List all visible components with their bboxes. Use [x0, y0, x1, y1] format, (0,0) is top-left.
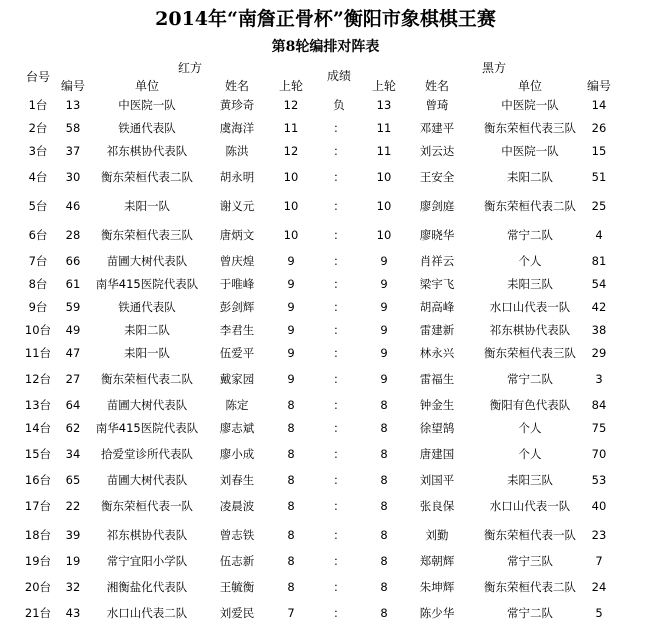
table-row	[0, 520, 651, 549]
red-name-cell: 廖志斌	[219, 420, 255, 435]
red-points-cell: 9	[287, 322, 295, 337]
black-name-cell: 廖剑庭	[419, 198, 455, 213]
black-points-cell: 10	[376, 198, 392, 213]
black-name-cell: 钟金生	[419, 397, 455, 412]
black-num-cell: 14	[591, 97, 607, 112]
red-name-cell: 陈洪	[225, 143, 249, 158]
header-prev-round: 上轮	[278, 79, 303, 93]
red-num-cell: 19	[65, 553, 81, 568]
black-name-cell: 陈少华	[419, 605, 455, 620]
page-subtitle: 第8轮编排对阵表	[271, 39, 380, 55]
red-unit-cell: 南华415医院代表队	[95, 420, 199, 435]
board-cell: 15台	[24, 446, 52, 461]
header-red-side: 红方	[177, 61, 202, 75]
red-num-cell: 46	[65, 198, 81, 213]
board-cell: 12台	[24, 371, 52, 386]
red-name-cell: 刘春生	[219, 472, 255, 487]
result-cell: ：	[333, 397, 345, 412]
red-name-cell: 伍爱平	[219, 345, 255, 360]
header-num-2: 编号	[586, 79, 611, 93]
red-points-cell: 7	[287, 605, 295, 620]
result-cell: ：	[333, 472, 345, 487]
result-cell: ：	[333, 345, 345, 360]
table-row	[0, 318, 651, 341]
red-unit-cell: 中医院一队	[118, 97, 176, 112]
black-points-cell: 8	[380, 579, 388, 594]
black-name-cell: 刘勤	[425, 527, 449, 542]
board-cell: 9台	[28, 299, 48, 314]
table-row	[0, 549, 651, 572]
board-cell: 16台	[24, 472, 52, 487]
black-name-cell: 张良保	[419, 498, 455, 513]
red-name-cell: 唐炳文	[219, 227, 255, 242]
result-cell: ：	[333, 299, 345, 314]
red-points-cell: 9	[287, 253, 295, 268]
board-cell: 11台	[24, 345, 52, 360]
black-unit-cell: 衡东荣桓代表三队	[484, 120, 576, 135]
black-name-cell: 邓建平	[419, 120, 455, 135]
black-name-cell: 刘国平	[419, 472, 455, 487]
header-unit-2: 单位	[517, 79, 542, 93]
black-num-cell: 53	[591, 472, 607, 487]
red-points-cell: 9	[287, 276, 295, 291]
red-unit-cell: 拾爱堂诊所代表队	[101, 446, 193, 461]
table-row	[0, 572, 651, 601]
result-cell: ：	[333, 420, 345, 435]
board-cell: 10台	[24, 322, 52, 337]
result-cell: ：	[333, 553, 345, 568]
red-unit-cell: 衡东荣桓代表三队	[101, 227, 193, 242]
black-name-cell: 廖晓华	[419, 227, 455, 242]
board-cell: 8台	[28, 276, 48, 291]
black-num-cell: 25	[591, 198, 607, 213]
black-name-cell: 雷福生	[419, 371, 455, 386]
red-points-cell: 8	[287, 397, 295, 412]
table-row	[0, 439, 651, 468]
black-unit-cell: 水口山代表一队	[489, 498, 571, 513]
black-unit-cell: 常宁三队	[507, 553, 553, 568]
red-num-cell: 13	[65, 97, 81, 112]
black-unit-cell: 常宁二队	[507, 227, 553, 242]
red-num-cell: 61	[65, 276, 81, 291]
red-num-cell: 28	[65, 227, 81, 242]
black-unit-cell: 个人	[518, 253, 542, 268]
red-num-cell: 62	[65, 420, 81, 435]
black-name-cell: 雷建新	[419, 322, 455, 337]
red-name-cell: 廖小成	[219, 446, 255, 461]
board-cell: 13台	[24, 397, 52, 412]
black-name-cell: 胡高峰	[419, 299, 455, 314]
red-unit-cell: 铁通代表队	[118, 299, 176, 314]
red-points-cell: 12	[283, 143, 299, 158]
result-cell: ：	[333, 198, 345, 213]
page-title: 2014年“南詹正骨杯”衡阳市象棋棋王赛	[155, 8, 496, 30]
red-num-cell: 37	[65, 143, 81, 158]
table-row	[0, 139, 651, 162]
table-row	[0, 220, 651, 249]
black-unit-cell: 水口山代表一队	[489, 299, 571, 314]
red-num-cell: 59	[65, 299, 81, 314]
result-cell: ：	[333, 227, 345, 242]
black-name-cell: 林永兴	[419, 345, 455, 360]
red-name-cell: 于唯峰	[219, 276, 255, 291]
result-cell: ：	[333, 605, 345, 620]
result-cell: ：	[333, 446, 345, 461]
black-num-cell: 4	[595, 227, 603, 242]
board-cell: 4台	[28, 169, 48, 184]
black-points-cell: 8	[380, 397, 388, 412]
table-row	[0, 162, 651, 191]
black-points-cell: 8	[380, 498, 388, 513]
red-points-cell: 8	[287, 420, 295, 435]
board-cell: 14台	[24, 420, 52, 435]
board-cell: 17台	[24, 498, 52, 513]
red-points-cell: 12	[283, 97, 299, 112]
table-row	[0, 272, 651, 295]
red-name-cell: 陈定	[225, 397, 249, 412]
black-points-cell: 11	[376, 120, 392, 135]
board-cell: 3台	[28, 143, 48, 158]
result-cell: 负	[333, 97, 345, 112]
black-num-cell: 75	[591, 420, 607, 435]
black-num-cell: 24	[591, 579, 607, 594]
table-row	[0, 341, 651, 364]
black-unit-cell: 耒阳二队	[507, 169, 553, 184]
black-num-cell: 70	[591, 446, 607, 461]
header-black-side: 黑方	[481, 61, 506, 75]
red-name-cell: 胡永明	[219, 169, 255, 184]
red-unit-cell: 祁东棋协代表队	[106, 527, 188, 542]
red-name-cell: 虞海洋	[219, 120, 255, 135]
black-unit-cell: 耒阳三队	[507, 276, 553, 291]
table-row	[0, 491, 651, 520]
red-num-cell: 39	[65, 527, 81, 542]
red-name-cell: 谢义元	[219, 198, 255, 213]
result-cell: ：	[333, 371, 345, 386]
red-num-cell: 49	[65, 322, 81, 337]
black-num-cell: 51	[591, 169, 607, 184]
black-points-cell: 9	[380, 371, 388, 386]
red-num-cell: 47	[65, 345, 81, 360]
red-num-cell: 65	[65, 472, 81, 487]
black-points-cell: 9	[380, 276, 388, 291]
red-unit-cell: 祁东棋协代表队	[106, 143, 188, 158]
red-unit-cell: 苗圃大树代表队	[106, 253, 188, 268]
black-points-cell: 8	[380, 472, 388, 487]
red-unit-cell: 苗圃大树代表队	[106, 397, 188, 412]
table-row	[0, 249, 651, 272]
black-points-cell: 8	[380, 446, 388, 461]
board-cell: 1台	[28, 97, 48, 112]
table-row	[0, 364, 651, 393]
black-name-cell: 曾琦	[425, 97, 449, 112]
black-num-cell: 54	[591, 276, 607, 291]
red-points-cell: 10	[283, 227, 299, 242]
red-unit-cell: 衡东荣桓代表二队	[101, 371, 193, 386]
black-points-cell: 13	[376, 97, 392, 112]
red-name-cell: 刘爱民	[219, 605, 255, 620]
red-num-cell: 27	[65, 371, 81, 386]
black-unit-cell: 常宁二队	[507, 605, 553, 620]
black-points-cell: 10	[376, 169, 392, 184]
black-name-cell: 梁宇飞	[419, 276, 455, 291]
red-name-cell: 王毓衡	[219, 579, 255, 594]
black-num-cell: 5	[595, 605, 603, 620]
black-name-cell: 朱坤辉	[419, 579, 455, 594]
red-points-cell: 9	[287, 371, 295, 386]
result-cell: ：	[333, 276, 345, 291]
red-unit-cell: 耒阳一队	[124, 345, 170, 360]
board-cell: 18台	[24, 527, 52, 542]
table-row	[0, 116, 651, 139]
red-name-cell: 凌晨波	[219, 498, 255, 513]
black-name-cell: 唐建国	[419, 446, 455, 461]
red-points-cell: 9	[287, 299, 295, 314]
black-name-cell: 王安全	[419, 169, 455, 184]
board-cell: 7台	[28, 253, 48, 268]
black-name-cell: 郑朝辉	[419, 553, 455, 568]
result-cell: ：	[333, 527, 345, 542]
black-points-cell: 9	[380, 299, 388, 314]
table-row	[0, 601, 651, 624]
red-num-cell: 22	[65, 498, 81, 513]
red-unit-cell: 苗圃大树代表队	[106, 472, 188, 487]
black-unit-cell: 中医院一队	[501, 97, 559, 112]
red-points-cell: 10	[283, 198, 299, 213]
board-cell: 6台	[28, 227, 48, 242]
header-unit: 单位	[134, 79, 159, 93]
result-cell: ：	[333, 579, 345, 594]
result-cell: ：	[333, 120, 345, 135]
red-name-cell: 戴家园	[219, 371, 255, 386]
black-num-cell: 81	[591, 253, 607, 268]
red-num-cell: 64	[65, 397, 81, 412]
board-cell: 19台	[24, 553, 52, 568]
black-unit-cell: 个人	[518, 420, 542, 435]
black-unit-cell: 中医院一队	[501, 143, 559, 158]
table-row	[0, 191, 651, 220]
red-points-cell: 11	[283, 120, 299, 135]
black-points-cell: 10	[376, 227, 392, 242]
red-num-cell: 43	[65, 605, 81, 620]
black-name-cell: 徐望鹄	[419, 420, 455, 435]
red-unit-cell: 耒阳二队	[124, 322, 170, 337]
red-name-cell: 黄珍奇	[219, 97, 255, 112]
black-unit-cell: 耒阳三队	[507, 472, 553, 487]
red-unit-cell: 耒阳一队	[124, 198, 170, 213]
black-unit-cell: 常宁二队	[507, 371, 553, 386]
result-cell: ：	[333, 253, 345, 268]
red-num-cell: 66	[65, 253, 81, 268]
red-num-cell: 58	[65, 120, 81, 135]
red-name-cell: 曾志铁	[219, 527, 255, 542]
red-unit-cell: 常宁宜阳小学队	[106, 553, 188, 568]
table-row	[0, 93, 651, 116]
red-name-cell: 李君生	[219, 322, 255, 337]
red-unit-cell: 铁通代表队	[118, 120, 176, 135]
red-unit-cell: 水口山代表二队	[106, 605, 188, 620]
red-points-cell: 9	[287, 345, 295, 360]
red-unit-cell: 衡东荣桓代表二队	[101, 169, 193, 184]
black-num-cell: 15	[591, 143, 607, 158]
black-num-cell: 26	[591, 120, 607, 135]
red-name-cell: 伍志新	[219, 553, 255, 568]
black-unit-cell: 祁东棋协代表队	[489, 322, 571, 337]
board-cell: 5台	[28, 198, 48, 213]
red-unit-cell: 湘衡盐化代表队	[106, 579, 188, 594]
red-unit-cell: 南华415医院代表队	[95, 276, 199, 291]
black-num-cell: 42	[591, 299, 607, 314]
header-prev-round-2: 上轮	[371, 79, 396, 93]
red-points-cell: 8	[287, 553, 295, 568]
header-board: 台号	[25, 70, 50, 84]
red-num-cell: 32	[65, 579, 81, 594]
black-unit-cell: 衡阳有色代表队	[489, 397, 571, 412]
result-cell: ：	[333, 322, 345, 337]
red-points-cell: 8	[287, 472, 295, 487]
board-cell: 20台	[24, 579, 52, 594]
result-cell: ：	[333, 498, 345, 513]
red-num-cell: 34	[65, 446, 81, 461]
red-points-cell: 8	[287, 446, 295, 461]
black-points-cell: 9	[380, 345, 388, 360]
black-points-cell: 11	[376, 143, 392, 158]
red-points-cell: 8	[287, 579, 295, 594]
black-points-cell: 9	[380, 253, 388, 268]
header-num: 编号	[60, 79, 85, 93]
table-row	[0, 468, 651, 491]
black-unit-cell: 衡东荣桓代表二队	[484, 579, 576, 594]
black-unit-cell: 衡东荣桓代表三队	[484, 345, 576, 360]
red-points-cell: 10	[283, 169, 299, 184]
black-num-cell: 7	[595, 553, 603, 568]
red-name-cell: 彭剑辉	[219, 299, 255, 314]
red-num-cell: 30	[65, 169, 81, 184]
black-num-cell: 23	[591, 527, 607, 542]
result-cell: ：	[333, 169, 345, 184]
board-cell: 21台	[24, 605, 52, 620]
black-unit-cell: 个人	[518, 446, 542, 461]
black-points-cell: 8	[380, 527, 388, 542]
header-result: 成绩	[326, 69, 351, 83]
black-points-cell: 8	[380, 605, 388, 620]
black-points-cell: 9	[380, 322, 388, 337]
black-name-cell: 肖祥云	[419, 253, 455, 268]
table-row	[0, 393, 651, 416]
pairing-table	[0, 93, 651, 624]
black-num-cell: 38	[591, 322, 607, 337]
table-row	[0, 416, 651, 439]
black-points-cell: 8	[380, 420, 388, 435]
red-points-cell: 8	[287, 527, 295, 542]
black-unit-cell: 衡东荣桓代表二队	[484, 198, 576, 213]
black-num-cell: 29	[591, 345, 607, 360]
red-points-cell: 8	[287, 498, 295, 513]
red-name-cell: 曾庆煌	[219, 253, 255, 268]
black-num-cell: 84	[591, 397, 607, 412]
black-num-cell: 3	[595, 371, 603, 386]
result-cell: ：	[333, 143, 345, 158]
header-name-2: 姓名	[424, 79, 449, 93]
board-cell: 2台	[28, 120, 48, 135]
red-unit-cell: 衡东荣桓代表一队	[101, 498, 193, 513]
black-points-cell: 8	[380, 553, 388, 568]
black-unit-cell: 衡东荣桓代表一队	[484, 527, 576, 542]
header-name: 姓名	[224, 79, 249, 93]
black-num-cell: 40	[591, 498, 607, 513]
table-row	[0, 295, 651, 318]
black-name-cell: 刘云达	[419, 143, 455, 158]
